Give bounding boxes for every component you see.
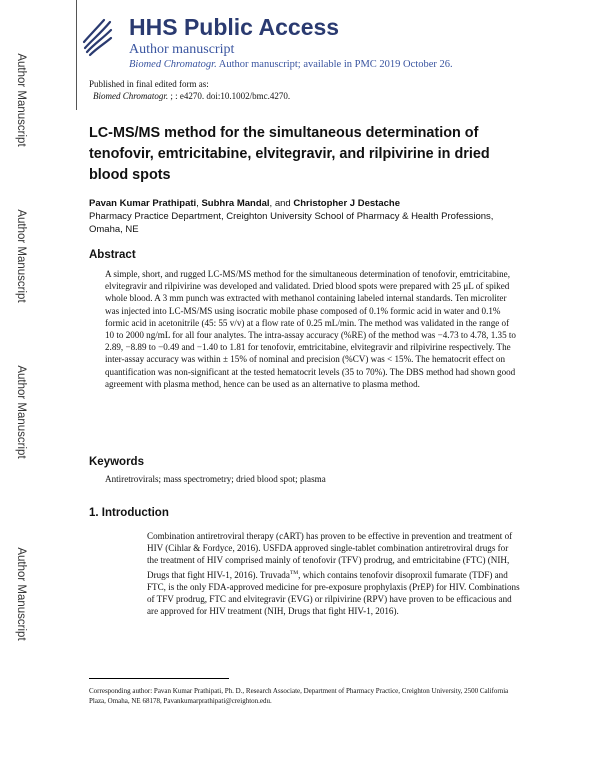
published-in xyxy=(89,78,290,102)
intro-paragraph xyxy=(147,530,520,617)
corresponding-author-footnote: Corresponding author: Pavan Kumar Prathipati, Ph. D., Research Associate, Department of Pharmacy Practice, Creighton University, 2500 California Plaza, Omaha, NE 68178, Pavankumarprathipati@creighton.edu. xyxy=(89,687,509,705)
author-1: Pavan Kumar Prathipati xyxy=(89,198,197,209)
citation-line xyxy=(89,90,290,102)
trademark-mark: TM xyxy=(289,569,299,576)
paper-title: LC-MS/MS method for the simultaneous determination of tenofovir, emtricitabine, elvitegravir, and rilpivirine in dried blood spots xyxy=(89,125,490,183)
author-sep-2: , and xyxy=(269,198,294,209)
footnote-divider xyxy=(89,678,229,679)
side-label-2: Author Manuscript xyxy=(15,209,27,303)
abstract-text: A simple, short, and rugged LC-MS/MS method for the simultaneous determination of tenofovir, emtricitabine, elvitegravir and rilpivirine was developed and validated. Dried blood spots were prepared with 25 μL of spiked whole blood. A 3 mm punch was extracted with methanol containing labeled internal standards. Ten microliter was injected into LC-MS/MS using isocratic mobile phase composed of 0.1% formic acid in water and 0.1% formic acid in acetonitrile (45: 55 v/v) at a flow rate of 0.25 mL/min. The method was validated in the range of 10 to 2000 ng/mL for all four analytes. The intra-assay accuracy (%RE) of the method was −4.73 to 4.78, 1.35 to 2.89, −8.89 to −0.49 and −1.40 to 1.81 for tenofovir, emtricitabine, elvitegravir and rilpivirine respectively. The inter-assay accuracy was within ± 15% of nominal and precision (%CV) was < 15%. The hematocrit effect on quantification was non-significant at the tested hematocrit levels (35 to 70%). The DBS method had shown good agreement with plasma method, hence can be used as an alternative to plasma method. xyxy=(105,269,516,389)
author-sep-1: , xyxy=(196,198,202,209)
published-line: Published in final edited form as: xyxy=(89,79,209,89)
intro-text-1: Combination antiretroviral therapy (cART) has proven to be effective in prevention and treatment of HIV (Cihlar & Fordyce, 2016). USFDA approved single-tablet combination antiretroviral drugs for the treatment of HIV comprised mainly of tenofovir (TFV) prodrug, and emtricitabine (FTC) (NIH, Drugs that fight HIV-1, 2016). Truvada xyxy=(147,531,513,580)
hhs-eagle-logo-icon xyxy=(80,14,114,58)
hhs-title: HHS Public Access xyxy=(129,14,340,40)
availability-text: Author manuscript; available in PMC 2019 October 26. xyxy=(216,59,453,70)
author-2: Subhra Mandal xyxy=(201,198,270,209)
abstract-heading: Abstract xyxy=(89,249,136,261)
author-list xyxy=(89,198,400,209)
affiliation: Pharmacy Practice Department, Creighton University School of Pharmacy & Health Professions, Omaha, NE xyxy=(89,211,494,235)
author-3: Christopher J Destache xyxy=(293,198,400,209)
author-manuscript-label: Author manuscript xyxy=(129,42,235,57)
citation-journal: Biomed Chromatogr. xyxy=(93,91,169,101)
side-label-4: Author Manuscript xyxy=(15,547,27,641)
side-label-3: Author Manuscript xyxy=(15,365,27,459)
intro-heading: 1. Introduction xyxy=(89,507,169,519)
journal-name: Biomed Chromatogr. xyxy=(129,59,217,70)
side-label-1: Author Manuscript xyxy=(15,53,27,147)
header-divider xyxy=(76,0,77,110)
citation-doi: ; : e4270. doi:10.1002/bmc.4270. xyxy=(168,91,291,101)
intro-text-2: , which contains tenofovir disoproxil fumarate (TDF) and FTC, is the only FDA-approved medicine for pre-exposure prophylaxis (PrEP) for HIV. Combinations of TFV prodrug, FTC and elvitegravir (EVG) or rilpivirine (RPV) have proven to be efficacious and are approved for HIV treatment (NIH, Drugs that fight HIV-1, 2016). xyxy=(147,569,520,617)
journal-availability xyxy=(129,59,453,70)
keywords-text: Antiretrovirals; mass spectrometry; dried blood spot; plasma xyxy=(105,474,326,484)
keywords-heading: Keywords xyxy=(89,456,144,468)
